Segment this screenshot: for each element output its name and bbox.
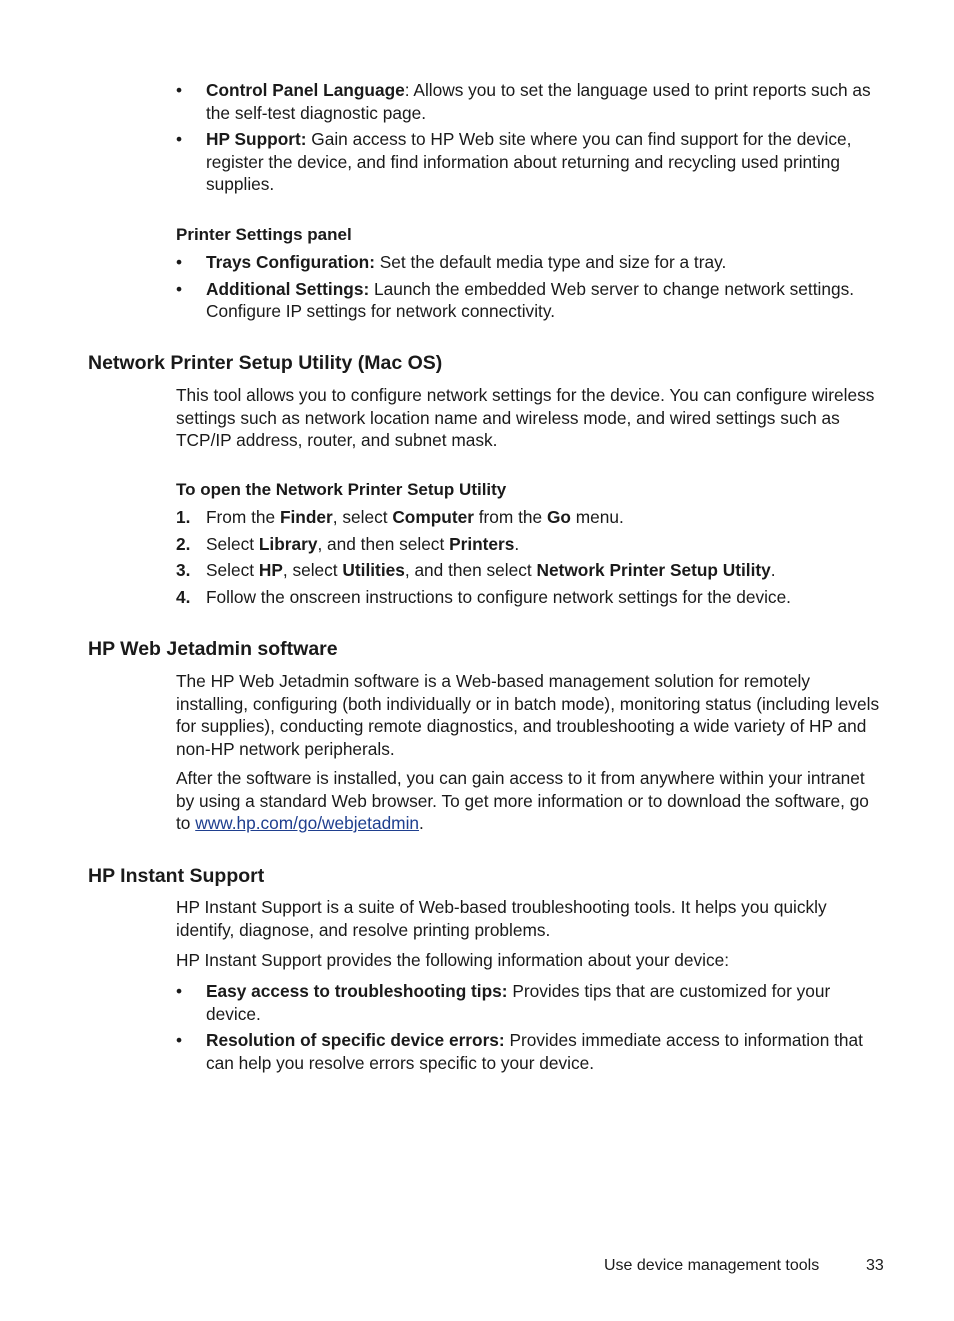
jetadmin-paragraph-2 [176, 767, 886, 835]
step-text: , select [332, 507, 393, 527]
bullet-separator: : [404, 80, 410, 100]
step-emphasis: Utilities [342, 560, 405, 580]
step-emphasis: Computer [392, 507, 474, 527]
step-number: 2. [176, 533, 191, 554]
bullet-text: Set the default media type and size for a tray. [374, 252, 727, 272]
bullet-text: Launch the embedded Web server to change network settings. Configure IP settings for network connectivity. [206, 278, 855, 321]
list-item [176, 980, 886, 1025]
step-emphasis: Finder [279, 507, 333, 527]
step-emphasis: Library [258, 533, 318, 554]
procedure-step [176, 586, 886, 609]
bullet-glyph: • [176, 1030, 183, 1050]
step-text: menu. [570, 507, 624, 527]
step-text: . [770, 560, 776, 580]
bullet-term: HP Support: [206, 129, 307, 149]
step-emphasis: Network Printer Setup Utility [536, 560, 771, 580]
bullet-text: Allows you to set the language used to print reports such as the self-test diagnostic page. [206, 80, 871, 123]
bullet-glyph: • [176, 278, 183, 299]
bullet-term: Easy access to troubleshooting tips: [206, 981, 508, 1001]
printer-settings-bullets [176, 251, 886, 327]
step-text: Select [206, 533, 259, 554]
procedure-step [176, 559, 886, 582]
jetadmin-paragraph-2-end: . [419, 813, 424, 833]
network-utility-title: Network Printer Setup Utility (Mac OS) [88, 352, 443, 374]
bullet-glyph: • [176, 252, 183, 272]
step-text: , and then select [317, 533, 450, 554]
jetadmin-paragraph-1: The HP Web Jetadmin software is a Web-based management solution for remotely installing, configuring (both individually or in batch mode), monitoring status (including levels for supplies), conducting remote diagnostics, and troubleshooting a wide variety of HP and non-HP network peripherals. [176, 671, 880, 759]
control-panel-bullets [176, 79, 886, 200]
procedure-heading: To open the Network Printer Setup Utility [176, 480, 507, 499]
bullet-term: Control Panel Language [206, 80, 405, 100]
step-emphasis: Printers [449, 533, 515, 554]
procedure-step [176, 506, 886, 529]
step-emphasis: Go [546, 507, 571, 527]
bullet-glyph: • [176, 981, 183, 1001]
step-text: . [514, 533, 520, 554]
bullet-term: Trays Configuration: [206, 252, 375, 272]
step-number: 4. [176, 586, 191, 607]
bullet-text: Provides tips that are customized for your device. [206, 981, 831, 1024]
step-text: Follow the onscreen instructions to configure network settings for the device. [206, 586, 791, 607]
bullet-term: Resolution of specific device errors: [206, 1030, 505, 1050]
step-number: 3. [176, 560, 191, 580]
instant-support-paragraph-1: HP Instant Support is a suite of Web-based troubleshooting tools. It helps you quickly identify, diagnose, and resolve printing problems. [176, 897, 827, 940]
bullet-term: Additional Settings: [206, 278, 370, 299]
instant-support-title: HP Instant Support [88, 865, 265, 887]
jetadmin-paragraph-2-text: After the software is installed, you can gain access to it from anywhere within your intranet by using a standard Web browser. To get more information or to download the software, go to [176, 768, 869, 833]
list-item [176, 278, 886, 323]
procedure-step [176, 533, 886, 556]
bullet-text: Gain access to HP Web site where you can find support for the device, register the device, and find information about returning and recycling used printing supplies. [206, 129, 852, 194]
bullet-glyph: • [176, 129, 183, 149]
bullet-text: Provides immediate access to information that can help you resolve errors specific to your device. [206, 1030, 863, 1073]
step-text: Select [206, 560, 259, 580]
step-text: From the [206, 507, 280, 527]
list-item [176, 1029, 886, 1074]
instant-support-bullets [176, 980, 886, 1078]
step-text: , and then select [404, 560, 537, 580]
step-text: from the [473, 507, 547, 527]
network-utility-paragraph: This tool allows you to configure network settings for the device. You can configure wireless settings such as network location name and wireless mode, and wired settings such as TCP/IP address, router, and subnet mask. [176, 385, 875, 450]
list-item [176, 128, 886, 196]
list-item [176, 79, 886, 124]
footer-section-title: Use device management tools [604, 1257, 820, 1274]
step-number: 1. [176, 507, 191, 527]
footer-page-number: 33 [866, 1257, 884, 1274]
instant-support-paragraph-2: HP Instant Support provides the following information about your device: [176, 950, 729, 970]
bullet-glyph: • [176, 80, 183, 100]
step-text: , select [282, 560, 343, 580]
webjetadmin-link[interactable]: www.hp.com/go/webjetadmin [195, 813, 420, 833]
list-item [176, 251, 886, 274]
jetadmin-title: HP Web Jetadmin software [88, 638, 338, 660]
printer-settings-heading: Printer Settings panel [176, 225, 352, 244]
step-emphasis: HP [258, 560, 283, 580]
procedure-steps [176, 506, 886, 612]
